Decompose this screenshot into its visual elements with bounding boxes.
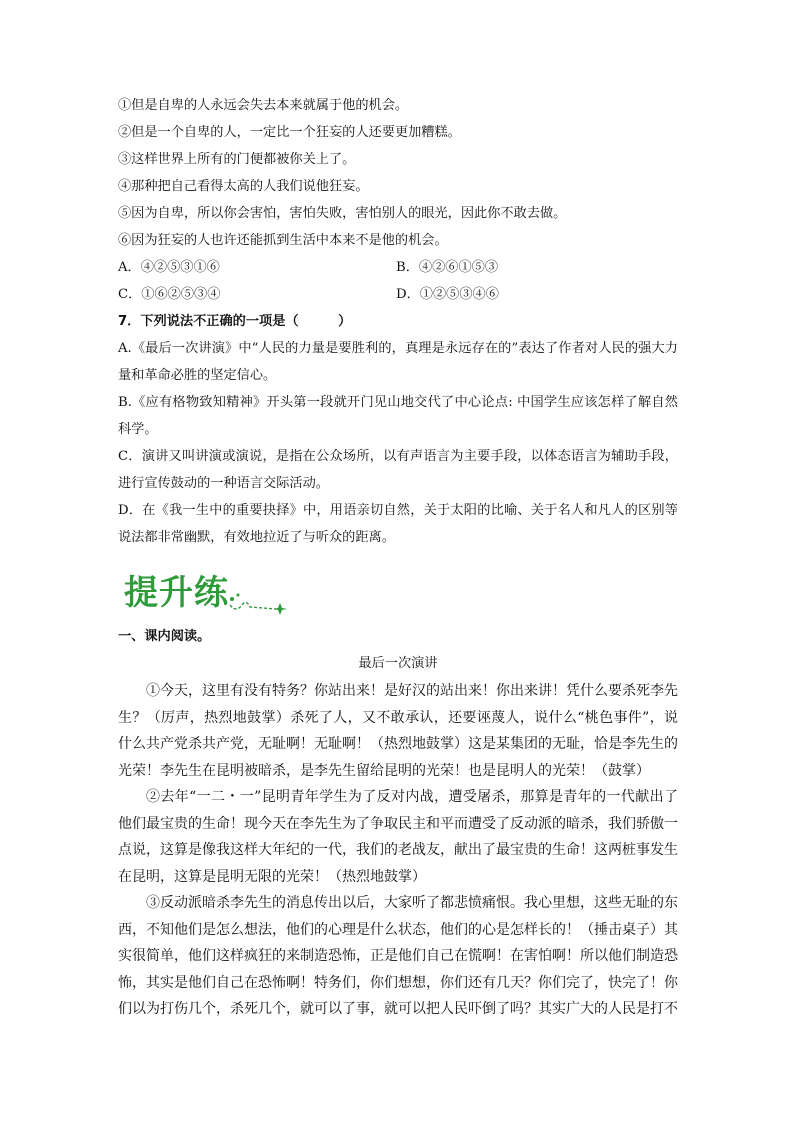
- q6-option-b: B．④②⑥①⑤③: [396, 260, 499, 275]
- sentence-3: ③这样世界上所有的门便都被你关上了。: [118, 152, 356, 167]
- q7-option-d: D．在《我一生中的重要抉择》中，用语亲切自然，关于太阳的比喻、关于名人和凡人的区别等说法都非常幽默，有效地拉近了与听众的距离。: [118, 503, 678, 545]
- article-paragraph-1: ①今天，这里有没有特务？你站出来！是好汉的站出来！你出来讲！凭什么要杀死李先生？（厉声，热烈地鼓掌）杀死了人，又不敢承认，还要诬蔑人，说什么“桃色事件”，说什么共产党杀共产党，无耻啊！无耻啊！（热烈地鼓掌）这是某集团的无耻，恰是李先生的光荣！李先生在昆明被暗杀，是李先生留给昆明的光荣！也是昆明人的光荣！（鼓掌）: [118, 683, 678, 779]
- document-page: [118, 92, 678, 1023]
- article-paragraph-3: ③反动派暗杀李先生的消息传出以后，大家听了都悲愤痛恨。我心里想，这些无耻的东西，不知他们是怎么想法，他们的心理是什么状态，他们的心是怎样长的！（捶击桌子）其实很简单，他们这样疯狂的来制造恐怖，正是他们自己在慌啊！在害怕啊！所以他们制造恐怖，其实是他们自己在恐怖啊！特务们，你们想想，你们还有几天？你们完了，快完了！你们以为打伤几个，杀死几个，就可以了事，就可以把人民吓倒了吗？其实广大的人民是打不: [118, 895, 678, 1017]
- q6-option-a: A．④②⑤③①⑥: [118, 260, 220, 275]
- sentence-4: ④那种把自己看得太高的人我们说他狂妄。: [118, 179, 369, 194]
- article-title: 最后一次演讲: [358, 656, 438, 671]
- q7-option-a: A.《最后一次讲演》中“人民的力量是要胜利的，真理是永远存在的”表达了作者对人民的强大力量和革命必胜的坚定信心。: [118, 341, 678, 383]
- sparkle-vine-icon: [228, 591, 288, 617]
- banner-text: 提升练: [124, 573, 229, 613]
- q7-option-c: C．演讲又叫讲演或演说，是指在公众场所，以有声语言为主要手段，以体态语言为辅助手段，进行宣传鼓动的一种语言交际活动。: [118, 449, 678, 491]
- q6-option-d: D．①②⑤③④⑥: [396, 287, 499, 302]
- section-title: 一、课内阅读。: [118, 629, 211, 644]
- sentence-1: ①但是自卑的人永远会失去本来就属于他的机会。: [118, 98, 409, 113]
- sentence-5: ⑤因为自卑，所以你会害怕，害怕失败，害怕别人的眼光，因此你不敢去做。: [118, 206, 567, 221]
- sentence-2: ②但是一个自卑的人，一定比一个狂妄的人还要更加糟糕。: [118, 125, 461, 140]
- sentence-6: ⑥因为狂妄的人也许还能抓到生活中本来不是他的机会。: [118, 233, 448, 248]
- q6-option-c: C．①⑥②⑤③④: [118, 287, 221, 302]
- q6-options-row-2: [118, 281, 678, 308]
- q7-title: 7．下列说法不正确的一项是（ ）: [118, 314, 352, 329]
- article-paragraph-2: ②去年“一二・一”昆明青年学生为了反对内战，遭受屠杀，那算是青年的一代献出了他们最宝贵的生命！现今天在李先生为了争取民主和平而遭受了反动派的暗杀，我们骄傲一点说，这算是像我这样大年纪的一代，我们的老战友，献出了最宝贵的生命！这两桩事发生在昆明，这算是昆明无限的光荣！（热烈地鼓掌）: [118, 789, 678, 885]
- q7-option-b: B.《应有格物致知精神》开头第一段就开门见山地交代了中心论点: 中国学生应该怎样了解自然科学。: [118, 395, 678, 437]
- section-banner: [118, 565, 678, 621]
- q6-options-row-1: [118, 254, 678, 281]
